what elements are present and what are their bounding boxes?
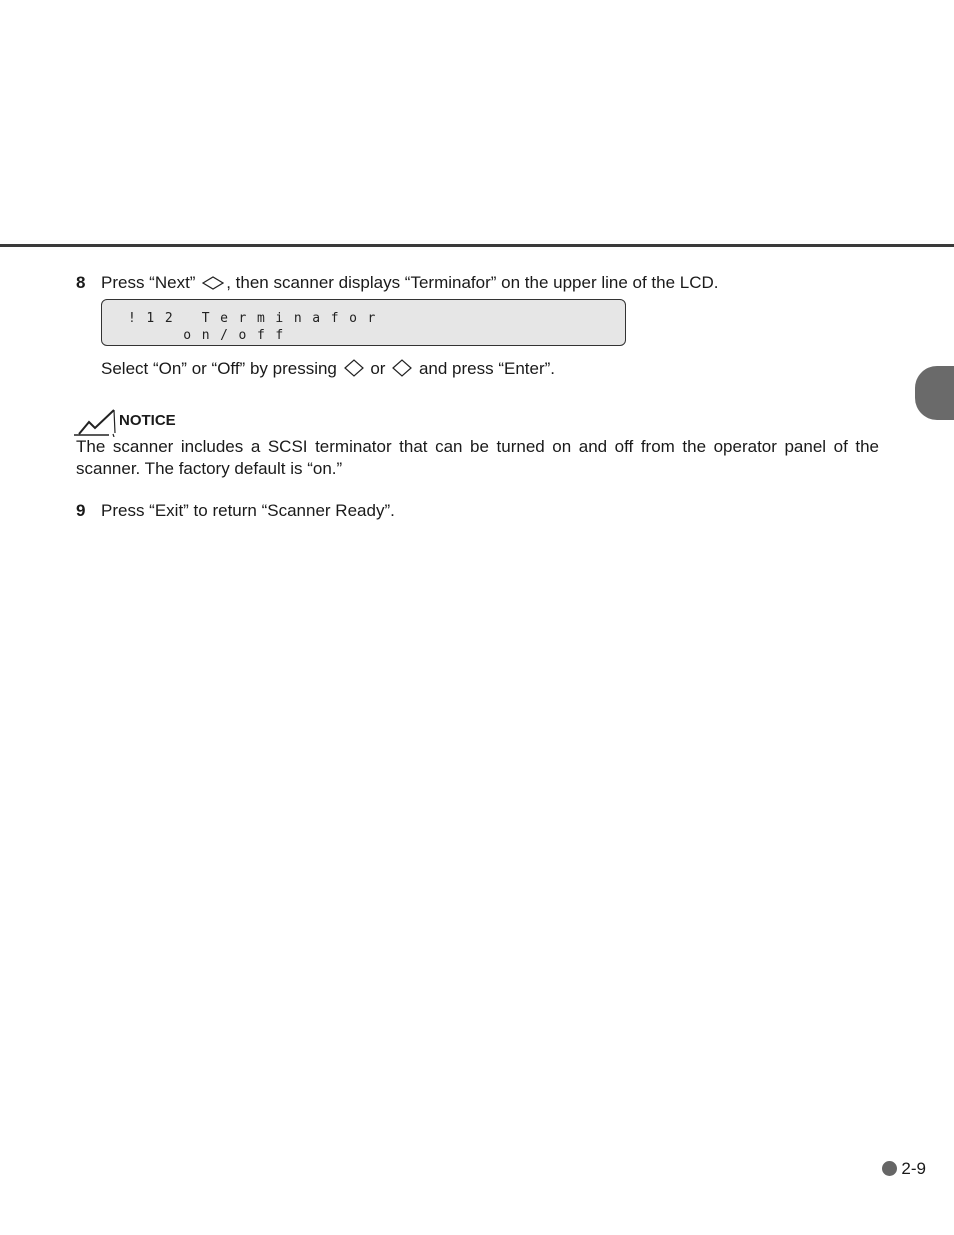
page-number	[882, 1159, 926, 1179]
step-number: 8	[76, 273, 86, 292]
notice-body: The scanner includes a SCSI terminator that can be turned on and off from the operator panel of the scanner. The factory default is “on.”	[76, 437, 879, 478]
step-8	[76, 273, 719, 296]
lcd-display	[101, 299, 626, 346]
lcd-lower-line: on/off	[128, 328, 294, 343]
notice-title: NOTICE	[119, 412, 176, 429]
step-number: 9	[76, 501, 86, 520]
chapter-tab-marker	[915, 366, 954, 420]
right-key-diamond-icon	[392, 359, 412, 382]
next-key-diamond-icon	[202, 275, 224, 296]
page-dot-icon	[882, 1161, 897, 1176]
page-number-text: 2-9	[901, 1159, 926, 1178]
left-key-diamond-icon	[344, 359, 364, 382]
step-9	[76, 501, 395, 521]
select-text-middle: or	[370, 359, 386, 378]
select-text-after: and press “Enter”.	[418, 359, 555, 378]
step-text-after: , then scanner displays “Terminafor” on the upper line of the LCD.	[226, 273, 719, 292]
select-text-before: Select “On” or “Off” by pressing	[101, 359, 337, 378]
lcd-upper-line: !12 Terminafor	[128, 311, 386, 326]
select-instruction	[101, 359, 555, 382]
step-text: Press “Exit” to return “Scanner Ready”.	[101, 501, 395, 520]
header-rule	[0, 244, 954, 247]
step-text-before: Press “Next”	[101, 273, 196, 292]
